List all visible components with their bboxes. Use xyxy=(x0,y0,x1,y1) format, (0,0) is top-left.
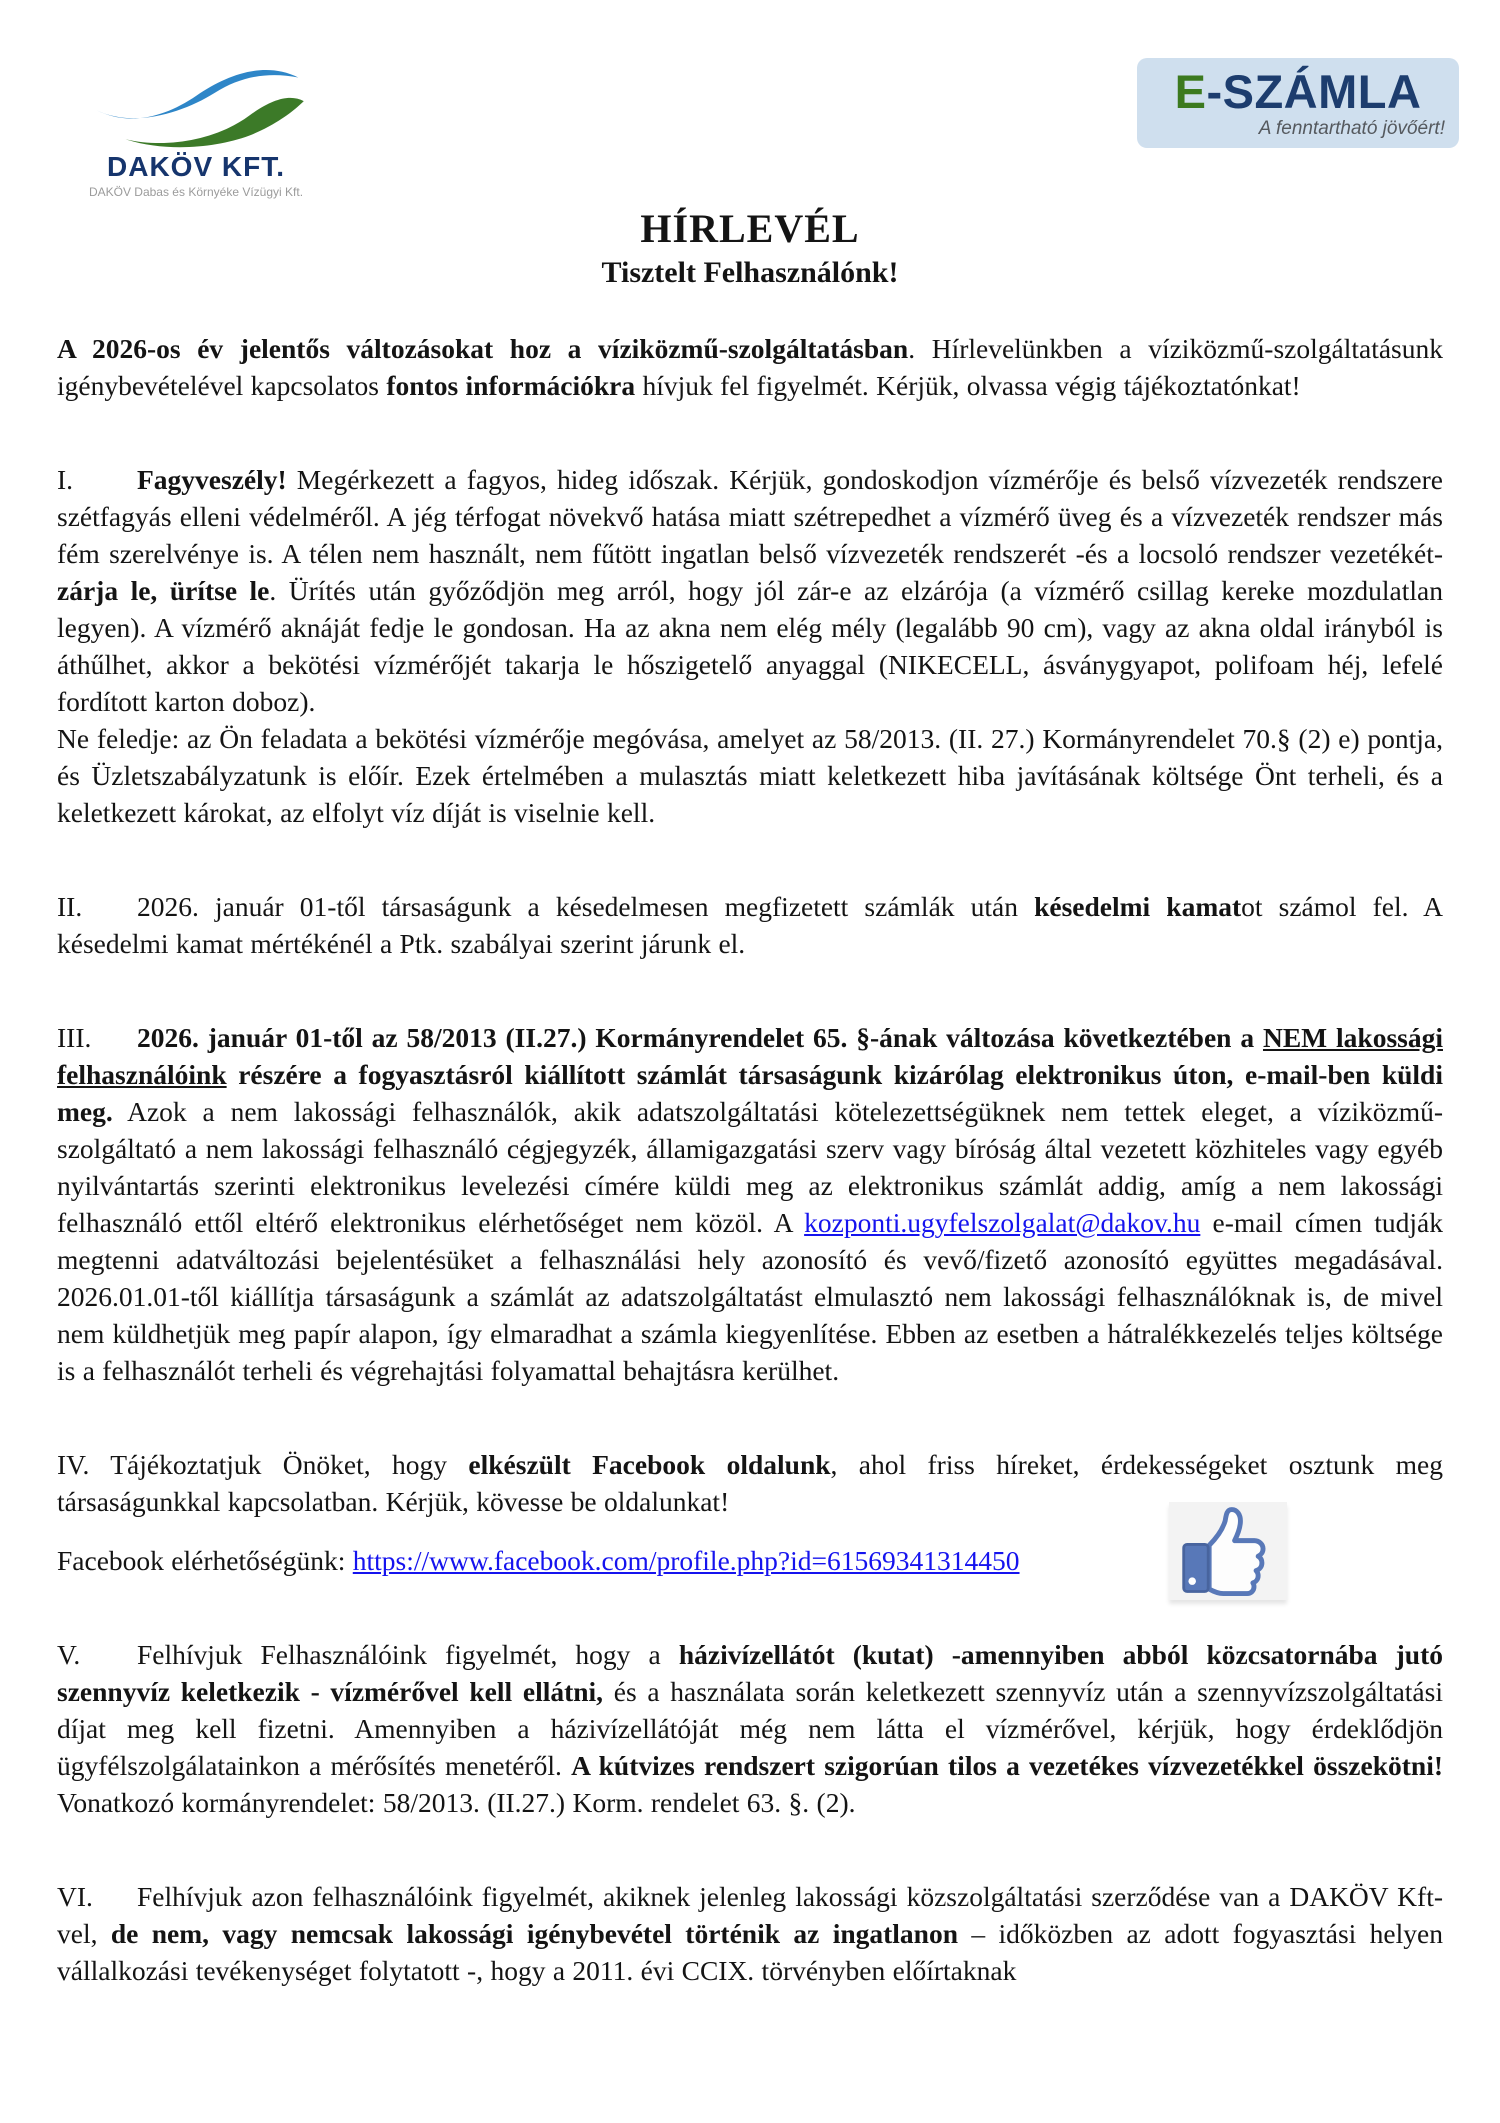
section-numeral: III. xyxy=(57,1022,92,1054)
text-run: . Ürítés után győződjön meg arról, hogy jól zár-e az elzárója (a vízmérő csillag kereke mozdulatlan legyen). A vízmérő aknáját fedje le gondosan. Ha az akna nem elég mély (legalább 90 cm), vagy az akna oldal irányból is áthűlhet, akkor a bekötési vízmérőjét takarja le hőszigetelő anyaggal (NIKECELL, ásványgyapot, polifoam héj, lefelé fordított karton doboz). xyxy=(57,575,1444,718)
email-link[interactable]: kozponti.ugyfelszolgalat@dakov.hu xyxy=(804,1207,1201,1239)
section-ii-paragraph xyxy=(57,888,1443,962)
text-run: Azok a nem lakossági felhasználók, akik adatszolgáltatási kötelezettségüknek nem tettek eleget, a víziközmű-szolgáltató a nem lakossági felhasználó cégjegyzék, államigazgatási szerv vagy bíróság által vezetett közhiteles vagy egyéb nyilvántartás szerinti elektronikus levelezési címére küldi meg az elektronikus számlát addig, amíg a nem lakossági felhasználó ettől eltérő elektronikus elérhetőséget nem közöl. A xyxy=(57,1096,1443,1239)
section-numeral: II. xyxy=(57,891,83,923)
text-run: 2026. január 01-től társaságunk a késedelmesen megfizetett számlák után xyxy=(137,891,1035,923)
eszamla-title xyxy=(1151,65,1445,118)
text-run: Fagyveszély! xyxy=(137,464,287,496)
header xyxy=(57,52,1443,199)
text-run: késedelmi kamat xyxy=(1034,891,1242,923)
section-i-paragraph xyxy=(57,461,1443,720)
text-run: Vonatkozó kormányrendelet: 58/2013. (II.27.) Korm. rendelet 63. §. (2). xyxy=(57,1787,856,1819)
title-block xyxy=(57,205,1443,290)
section-numeral: VI. xyxy=(57,1881,93,1913)
text-run: Felhívjuk Felhasználóink figyelmét, hogy a xyxy=(137,1639,679,1671)
text-run: házivízellátót (kutat) -amennyiben abból közcsatornába jutó szennyvíz keletkezik - vízmérővel kell ellátni, xyxy=(57,1639,1443,1708)
page-title: HÍRLEVÉL xyxy=(640,206,860,252)
intro-paragraph xyxy=(57,330,1443,404)
eszamla-tagline: A fenntartható jövőért! xyxy=(1258,118,1445,139)
text-run: Facebook elérhetőségünk: xyxy=(57,1545,353,1577)
section-numeral: V. xyxy=(57,1639,81,1671)
text-run: részére a fogyasztásról kiállított számlát társaságunk kizárólag elektronikus úton, e-mail-ben küldi meg. xyxy=(57,1059,1443,1128)
text-run: Ne feledje: az Ön feladata a bekötési vízmérője megóvása, amelyet az 58/2013. (II. 27.) Kormányrendelet 70.§ (2) e) pontja, és Üzletszabályzatunk is előír. Ezek értelmében a mulasztás miatt keletkezett hiba javításának költsége Önt terheli, és a keletkezett károkat, az elfolyt víz díját is viselnie kell. xyxy=(57,723,1443,829)
newsletter-body xyxy=(57,330,1443,1989)
eszamla-title-rest: -SZÁMLA xyxy=(1206,65,1422,118)
text-run: NEM lakossági felhasználóink xyxy=(57,1022,1443,1091)
thumbs-up-icon xyxy=(1169,1502,1287,1600)
text-run: A kútvizes rendszert szigorúan tilos a vezetékes vízvezetékkel összekötni! xyxy=(571,1750,1444,1782)
text-run: hívjuk fel figyelmét. Kérjük, olvassa végig tájékoztatónkat! xyxy=(635,370,1301,402)
text-run: fontos információkra xyxy=(386,370,636,402)
dakov-logo-tagline: DAKÖV Dabas és Környéke Vízügyi Kft. xyxy=(88,185,304,200)
section-numeral: I. xyxy=(57,464,74,496)
text-run: és a használata során keletkezett szennyvíz után a szennyvízszolgáltatási díjat meg kell fizetni. Amennyiben a házivízellátóját még nem látta el vízmérővel, kérjük, hogy érdeklődjön ügyfélszolgálatainkon a mérősítés menetéről. xyxy=(57,1676,1443,1782)
eszamla-badge xyxy=(1137,58,1459,148)
text-run: A 2026-os év jelentős változásokat hoz a víziközmű-szolgáltatásban xyxy=(57,333,909,365)
dakov-logo-name: DAKÖV KFT. xyxy=(107,151,285,182)
eszamla-title-e: E xyxy=(1174,65,1207,118)
page-subtitle: Tisztelt Felhasználónk! xyxy=(601,256,899,290)
section-iii-paragraph xyxy=(57,1019,1443,1389)
text-run: . Hírlevelünkben a víziközmű-szolgáltatásunk igénybevételével kapcsolatos xyxy=(57,333,1443,402)
text-run: Felhívjuk azon felhasználóink figyelmét, akiknek jelenleg lakossági közszolgáltatási szerződése van a DAKÖV Kft-vel, xyxy=(57,1881,1443,1950)
dakov-waves-icon xyxy=(84,52,309,152)
text-run: de nem, vagy nemcsak lakossági igénybevétel történik az ingatlanon xyxy=(110,1918,959,1950)
facebook-line-paragraph xyxy=(57,1542,1443,1579)
text-run: e-mail címen tudják megtenni adatváltozási bejelentésüket a felhasználási hely azonosító és vevő/fizető azonosító együttes megadásával. 2026.01.01-től kiállítja társaságunk a számlát az adatszolgáltatást elmulasztó nem lakossági felhasználóknak is, de mivel nem küldhetjük meg papír alapon, így elmaradhat a számla kiegyenlítése. Ebben az esetben a hátralékkezelés teljes költsége is a felhasználót terheli és végrehajtási folyamattal behajtásra kerülhet. xyxy=(57,1207,1443,1387)
section-vi-paragraph xyxy=(57,1878,1443,1989)
text-run: elkészült Facebook oldalunk xyxy=(468,1449,831,1481)
text-run: , ahol friss híreket, érdekességeket osztunk meg társaságunkkal kapcsolatban. Kérjük, kövesse be oldalunkat! xyxy=(57,1449,1443,1518)
section-v-paragraph xyxy=(57,1636,1443,1821)
text-run: 2026. január 01-től az 58/2013 (II.27.) Kormányrendelet 65. §-ának változása következtében a xyxy=(137,1022,1263,1054)
text-run: zárja le, ürítse le xyxy=(57,575,270,607)
text-run: Megérkezett a fagyos, hideg időszak. Kérjük, gondoskodjon vízmérője és belső vízvezeték rendszere szétfagyás elleni védelméről. A jég térfogat növekvő hatása miatt szétrepedhet a vízmérő üveg és a vízvezeték rendszer más fém szerelvénye is. A télen nem használt, nem fűtött ingatlan belső vízvezeték rendszerét -és a locsoló rendszer vezetékét- xyxy=(57,464,1443,570)
text-run: IV. Tájékoztatjuk Önöket, hogy xyxy=(57,1449,469,1481)
facebook-link[interactable]: https://www.facebook.com/profile.php?id=61569341314450 xyxy=(352,1545,1020,1577)
text-run: – időközben az adott fogyasztási helyen vállalkozási tevékenységet folytatott -, hogy a 2011. évi CCIX. törvényben előírtaknak xyxy=(57,1918,1443,1987)
dakov-logo xyxy=(71,52,321,199)
section-i-note-paragraph xyxy=(57,720,1443,831)
text-run: ot számol fel. A késedelmi kamat mértékénél a Ptk. szabályai szerint járunk el. xyxy=(57,891,1443,960)
